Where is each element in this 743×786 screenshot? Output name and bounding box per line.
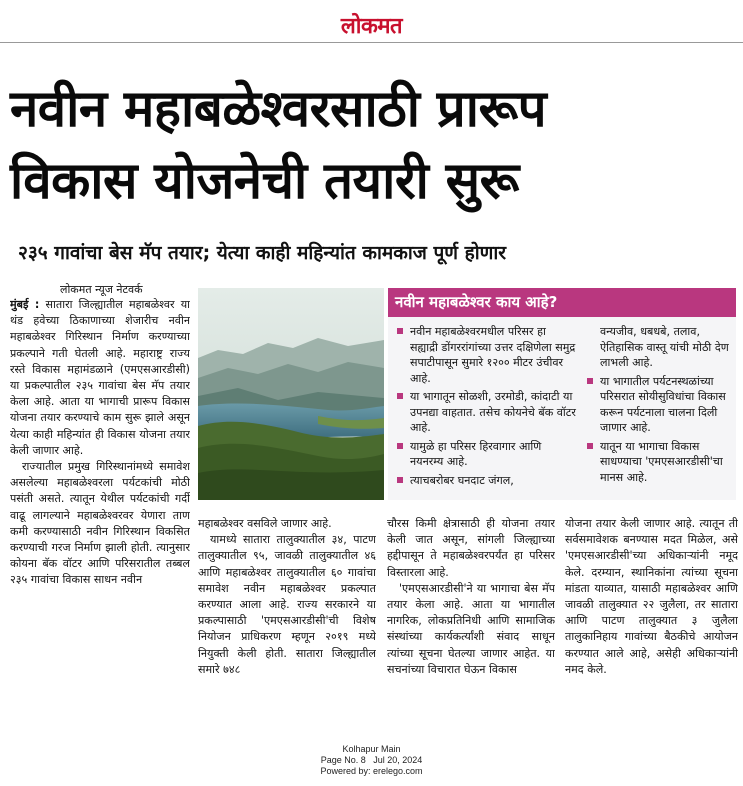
bullet-text: नवीन महाबळेश्वरमधील परिसर हा सह्याद्री डोंगररांगांच्या उत्तर दक्षिणेला समुद्र सपाटीपासून सुमारे १२०० मीटर उंचीवर आहे.	[410, 325, 576, 385]
bullet-text: या भागातील पर्यटनस्थळांच्या परिसरात सोयीसुविधांचा विकास करून पर्यटनाला चालना दिली जाणार आहे.	[600, 374, 726, 434]
logo-text: लोकमत	[340, 14, 403, 39]
info-box	[388, 288, 736, 500]
paragraph: राज्यातील प्रमुख गिरिस्थानांमध्ये समावेश असलेल्या महाबळेश्वरला पर्यटकांची मोठी पसंती असते. त्यातून येथील पर्यटकांची गर्दी वाढू लागल्याने महाबळेश्वरवर येणारा ताण कमी करण्यासाठी नवीन गिरिस्थान विकसित करण्याची गरज निर्माण झाली होती. त्यानुसार कोयना बॅक वॉटर आणि परिसरातील तब्बल २३५ गावांचा विकास साधन नवीन	[10, 460, 190, 587]
list-item	[396, 473, 576, 489]
bullet-text: यातून या भागाचा विकास साधण्याचा 'एमएसआरडीसी'चा मानस आहे.	[600, 439, 723, 484]
paragraph: 'एमएसआरडीसी'ने या भागाचा बेस मॅप तयार केला आहे. आता या भागातील नागरिक, लोकप्रतिनिधी आणि सामाजिक संस्थांच्या कार्यकर्त्यांशी संवाद साधून त्यांच्या सूचना घेतल्या जाणार आहेत. या सचनांच्या विचारात घेऊन विकास	[387, 581, 555, 676]
page-date-label: Page No. 8 Jul 20, 2024	[320, 755, 423, 765]
bullet-text: या भागातून सोळशी, उरमोडी, कांदाटी या उपनद्या वाहतात. तसेच कोयनेचे बॅक वॉटर आहे.	[410, 390, 576, 434]
article-column-1	[10, 297, 190, 762]
paragraph-text: सातारा जिल्ह्यातील महाबळेश्वर या थंड हवेच्या ठिकाणाच्या शेजारीच नवीन महाबळेश्वर गिरिस्थान निर्माण करण्याच्या प्रकल्पाने गती घेतली आहे. महाराष्ट्र राज्य रस्ते विकास महामंडळाने (एमएसआरडीसी) या प्रकल्पातील २३५ गावांचा बेस मॅप तयार केला आहे. आता या भागाची प्रारूप विकास योजना तयार करण्याचे काम सुरू झाले असून येत्या काही महिन्यांत ही विकास योजना तयार केली जाणार आहे.	[10, 298, 190, 457]
dateline: मुंबई :	[10, 298, 40, 311]
list-item-continuation: वन्यजीव, धबधबे, तलाव, ऐतिहासिक वास्तू यांची मोठी देण लाभली आहे.	[600, 325, 729, 369]
square-bullet-icon	[587, 443, 593, 449]
edition-label: Kolhapur Main	[342, 744, 401, 754]
paragraph: यामध्ये सातारा तालुक्यातील ३४, पाटण तालुक्यातील ९५, जावळी तालुक्यातील ४६ आणि महाबळेश्वर तालुक्यातील ६० गावांचा समावेश नवीन महाबळेश्वर प्रकल्पात करण्यात आला आहे. राज्य सरकारने या प्रकल्पासाठी 'एमएसआरडीसी'ची विशेष नियोजन प्राधिकरण म्हणून २०१९ मध्ये नियुक्ती केली होती. सातारा जिल्ह्यातील समारे ७४८	[198, 533, 376, 676]
square-bullet-icon	[397, 393, 403, 399]
square-bullet-icon	[587, 378, 593, 384]
info-box-title: नवीन महाबळेश्वर काय आहे?	[388, 288, 736, 317]
headline-line-1: नवीन महाबळेश्वरसाठी प्रारूप	[10, 80, 547, 139]
article-column-4	[565, 516, 738, 766]
square-bullet-icon	[397, 328, 403, 334]
square-bullet-icon	[397, 477, 403, 483]
powered-by-label: Powered by: erelego.com	[320, 766, 423, 776]
list-item	[586, 374, 731, 436]
paragraph	[10, 297, 190, 459]
list-item	[586, 439, 731, 486]
subheadline: २३५ गावांचा बेस मॅप तयार; येत्या काही महिन्यांत कामकाज पूर्ण होणार	[18, 242, 507, 264]
page-footer	[0, 744, 743, 777]
paragraph: महाबळेश्वर वसविले जाणार आहे.	[198, 517, 332, 530]
masthead-divider	[0, 42, 743, 43]
info-bullets-left	[396, 324, 576, 491]
masthead-logo	[0, 10, 743, 40]
bullet-text: त्याचबरोबर घनदाट जंगल,	[410, 473, 514, 487]
list-item	[396, 324, 576, 386]
landscape-photo	[198, 288, 384, 500]
article-column-2	[198, 516, 376, 766]
paragraph: योजना तयार केली जाणार आहे. त्यातून ती सर्वसमावेशक बनण्यास मदत मिळेल, असे 'एमएसआरडीसी'च्या अधिकाऱ्यांनी नमूद केले. दरम्यान, स्थानिकांना त्यांच्या सूचना मांडता याव्यात, यासाठी महाबळेश्वर आणि जावळी तालुक्यात २२ जुलैला, तर सातारा आणि पाटण तालुक्यात ३ जुलैला तालुकानिहाय गावांच्या बैठकीचे आयोजन करण्यात आले आहे, असेही अधिकाऱ्यांनी नमद केले.	[565, 517, 738, 676]
list-item	[396, 389, 576, 436]
headline-line-2: विकास योजनेची तयारी सुरू	[10, 152, 519, 211]
article-column-3	[387, 516, 555, 766]
landscape-illustration	[198, 288, 384, 500]
info-bullets-right	[586, 324, 731, 488]
square-bullet-icon	[397, 443, 403, 449]
paragraph: चौरस किमी क्षेत्रासाठी ही योजना तयार केली जात असून, सांगली जिल्ह्याच्या हद्दीपासून ते महाबळेश्वरपर्यंत हा परिसर विस्तारला आहे.	[387, 517, 555, 579]
byline: लोकमत न्यूज नेटवर्क	[60, 283, 143, 296]
bullet-text: यामुळे हा परिसर हिरवागार आणि नयनरम्य आहे.	[410, 439, 542, 468]
list-item	[396, 439, 576, 470]
